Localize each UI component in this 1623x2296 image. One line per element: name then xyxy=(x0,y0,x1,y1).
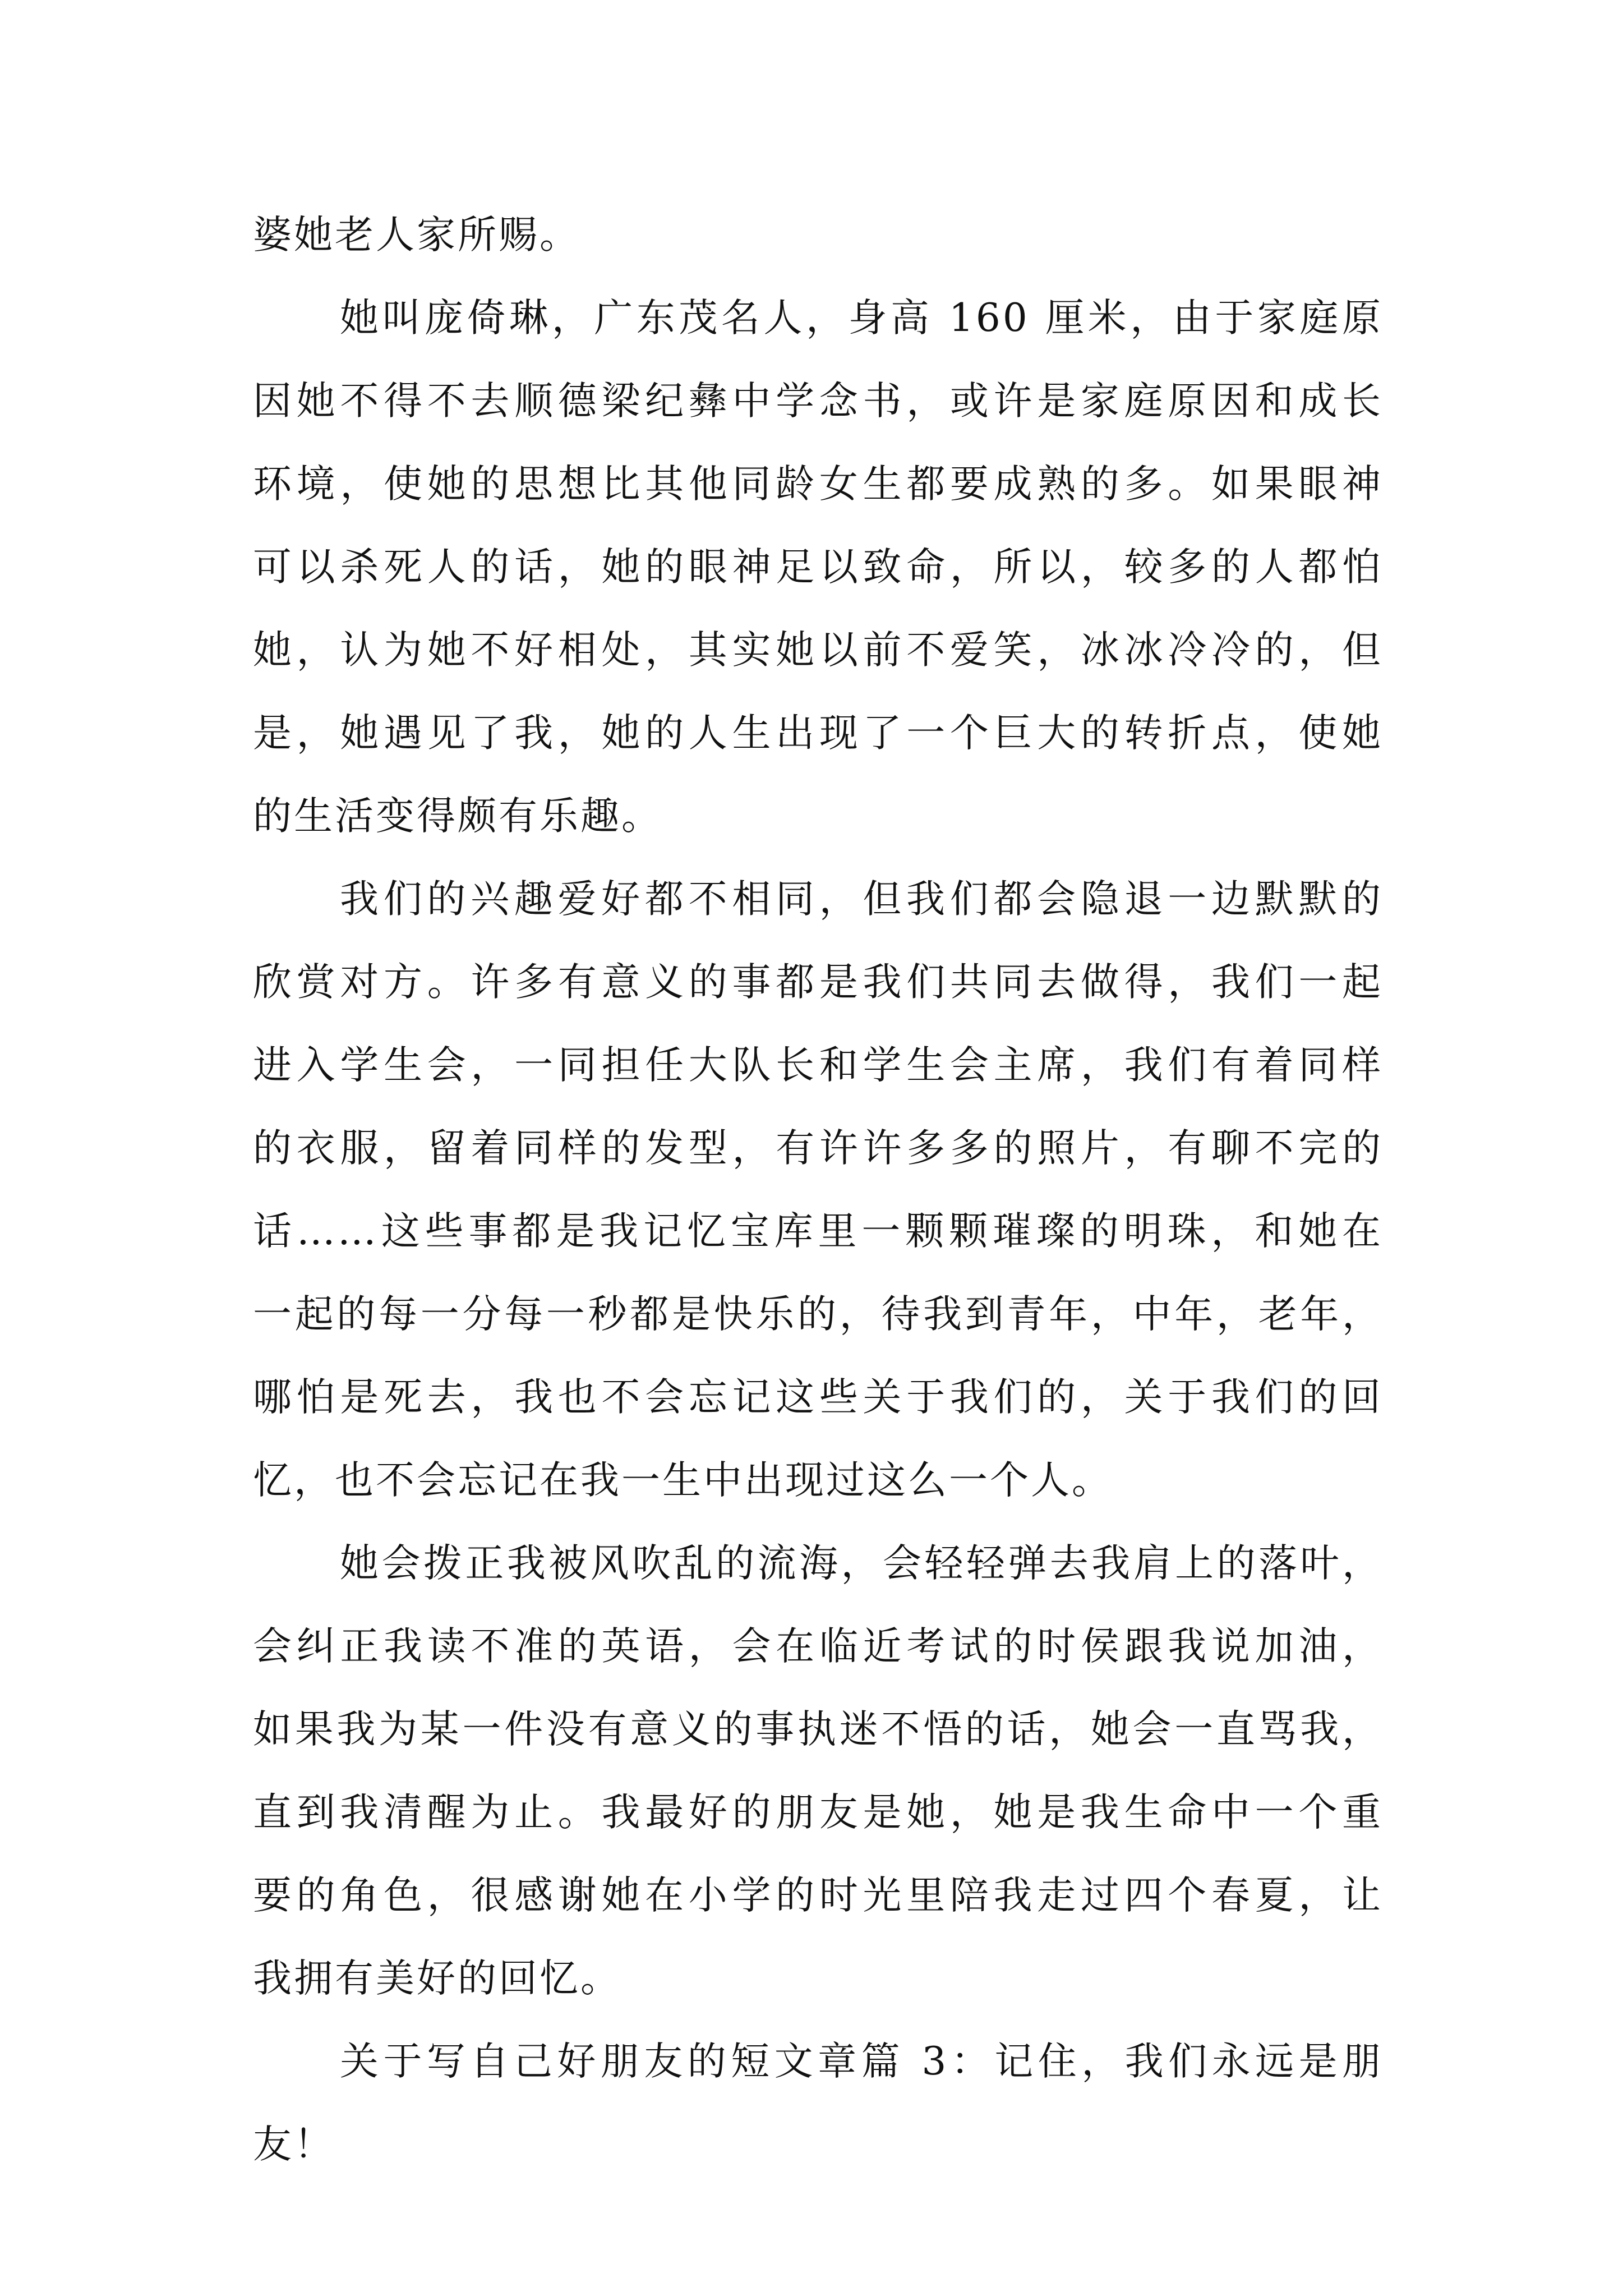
text-line: 直到我清醒为止。我最好的朋友是她，她是我生命中一个重 xyxy=(253,1790,1383,1835)
text-line: 环境，使她的思想比其他同龄女生都要成熟的多。如果眼神 xyxy=(253,462,1383,507)
text-line: 的生活变得颇有乐趣。 xyxy=(253,794,662,839)
text-line: 关于写自己好朋友的短文章篇 3：记住，我们永远是朋 xyxy=(340,2039,1383,2084)
text-line: 话……这些事都是我记忆宝库里一颗颗璀璨的明珠，和她在 xyxy=(253,1209,1383,1254)
text-line: 她会拨正我被风吹乱的流海，会轻轻弹去我肩上的落叶， xyxy=(340,1541,1383,1586)
text-line: 是，她遇见了我，她的人生出现了一个巨大的转折点，使她 xyxy=(253,711,1383,756)
text-line: 哪怕是死去，我也不会忘记这些关于我们的，关于我们的回 xyxy=(253,1375,1383,1420)
text-line: 友！ xyxy=(253,2122,335,2167)
text-line: 因她不得不去顺德梁纪彝中学念书，或许是家庭原因和成长 xyxy=(253,379,1383,424)
text-line: 她叫庞倚琳，广东茂名人，身高 160 厘米，由于家庭原 xyxy=(340,296,1383,341)
text-line: 可以杀死人的话，她的眼神足以致命，所以，较多的人都怕 xyxy=(253,545,1383,590)
text-line: 如果我为某一件没有意义的事执迷不悟的话，她会一直骂我， xyxy=(253,1707,1383,1752)
text-line: 的衣服，留着同样的发型，有许许多多的照片，有聊不完的 xyxy=(253,1126,1383,1171)
text-line: 会纠正我读不准的英语，会在临近考试的时侯跟我说加油， xyxy=(253,1624,1383,1669)
text-line: 我们的兴趣爱好都不相同，但我们都会隐退一边默默的 xyxy=(340,877,1383,922)
text-line: 婆她老人家所赐。 xyxy=(253,213,580,257)
text-line: 欣赏对方。许多有意义的事都是我们共同去做得，我们一起 xyxy=(253,960,1383,1005)
text-line: 她，认为她不好相处，其实她以前不爱笑，冰冰冷冷的，但 xyxy=(253,628,1383,673)
text-line: 一起的每一分每一秒都是快乐的，待我到青年，中年，老年， xyxy=(253,1292,1383,1337)
text-line: 要的角色，很感谢她在小学的时光里陪我走过四个春夏，让 xyxy=(253,1873,1383,1918)
text-line: 我拥有美好的回忆。 xyxy=(253,1956,621,2001)
text-line: 进入学生会，一同担任大队长和学生会主席，我们有着同样 xyxy=(253,1043,1383,1088)
document-body xyxy=(253,194,1383,2186)
text-line: 忆，也不会忘记在我一生中出现过这么一个人。 xyxy=(253,1458,1113,1503)
